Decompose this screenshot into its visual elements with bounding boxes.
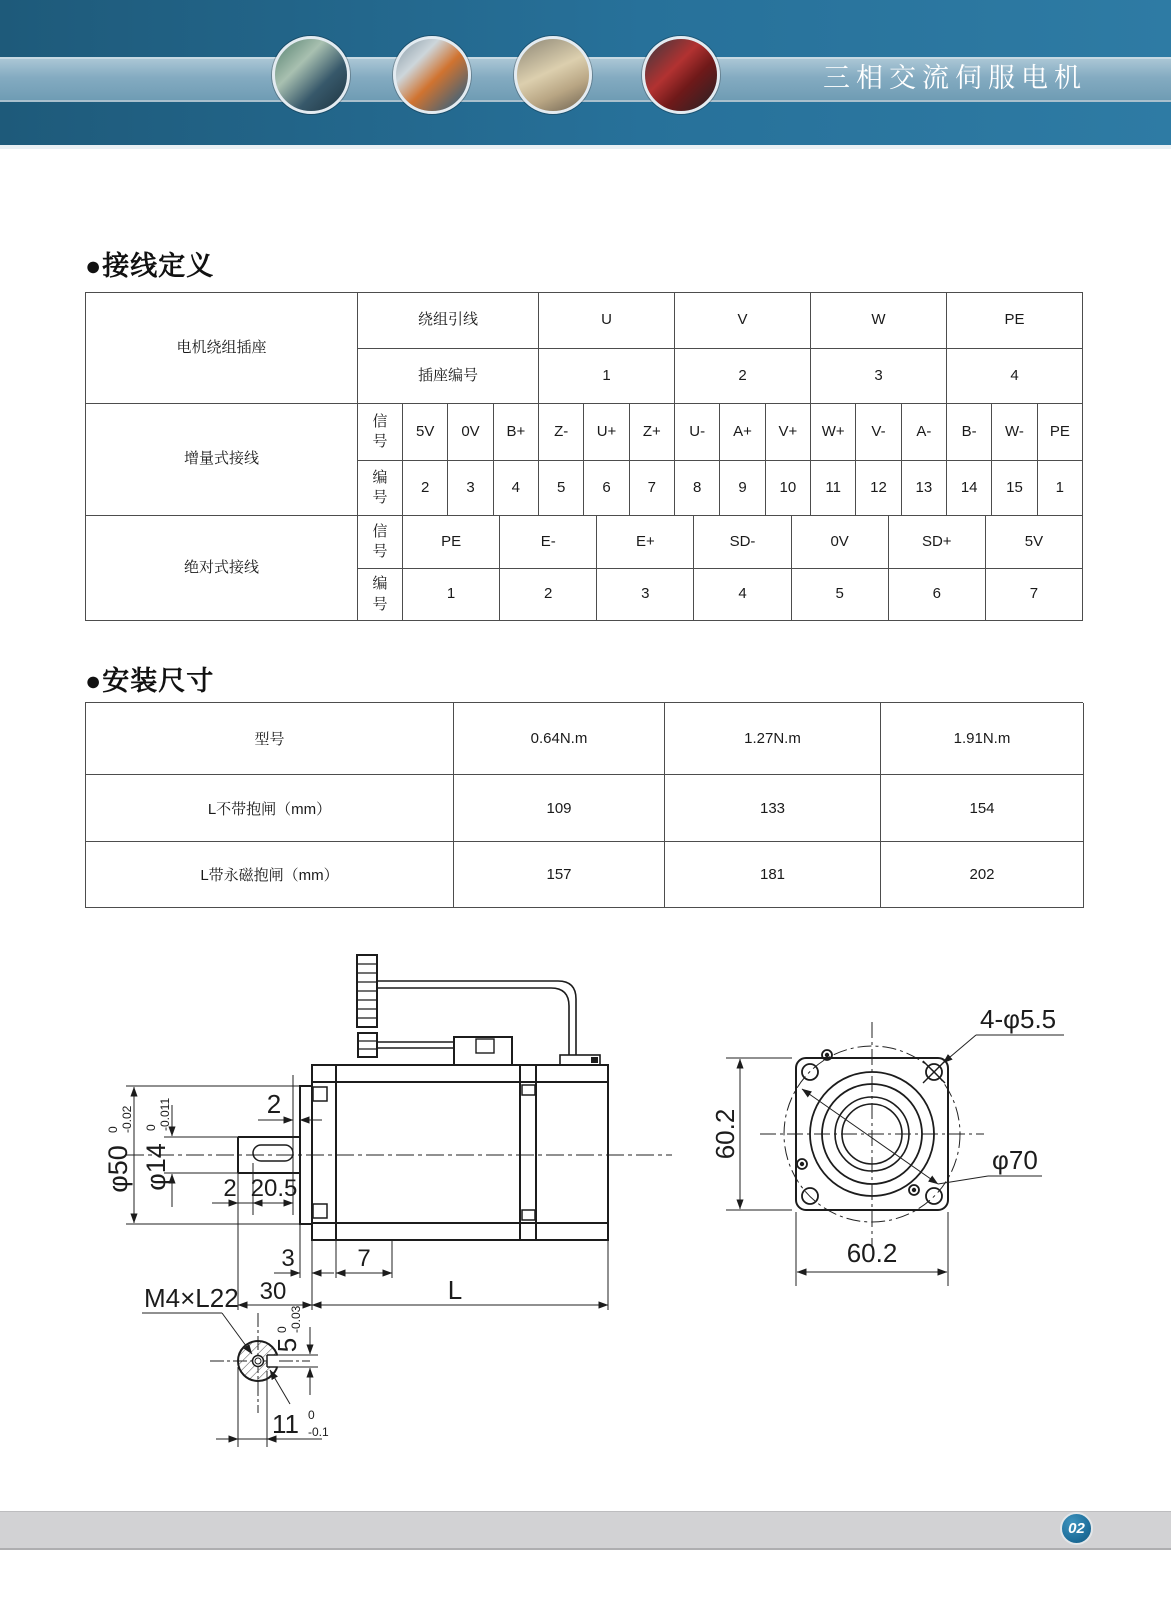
inc-number-cell: 13 — [902, 461, 947, 516]
lead-wire-label: 绕组引线 — [358, 293, 539, 349]
mounting-dimension-table — [85, 702, 1083, 908]
inc-signal-cell: V+ — [766, 404, 811, 461]
thread-spec-label: M4×L22 — [144, 1283, 239, 1313]
incremental-wiring-label: 增量式接线 — [86, 404, 358, 516]
signal-row-label: 信号 — [358, 404, 403, 461]
abs-signal-cell: 5V — [986, 516, 1083, 569]
inc-number-cell: 5 — [539, 461, 584, 516]
value-cell: 109 — [454, 775, 665, 842]
dim-L-label: L — [447, 1275, 463, 1305]
inc-number-cell: 11 — [811, 461, 856, 516]
inc-number-cell: 14 — [947, 461, 992, 516]
svg-text:60.2: 60.2 — [710, 1108, 740, 1160]
value-cell: 133 — [665, 775, 881, 842]
lead-cell: PE — [947, 293, 1083, 349]
shaft-end-view — [142, 1283, 329, 1447]
dim-keyflat-11-label — [272, 1408, 329, 1439]
svg-text:-0.011: -0.011 — [158, 1097, 172, 1131]
inc-number-cell: 6 — [584, 461, 629, 516]
socket-number-label: 插座编号 — [358, 349, 539, 404]
hole-callout-label: 4-φ5.5 — [980, 1004, 1057, 1034]
socket-cell: 3 — [811, 349, 947, 404]
torque-header-cell: 1.91N.m — [881, 703, 1084, 775]
header-banner — [0, 0, 1171, 149]
lead-cell: W — [811, 293, 947, 349]
abs-number-cell: 6 — [889, 569, 986, 621]
svg-text:0: 0 — [275, 1326, 289, 1333]
abs-signal-cell: SD- — [694, 516, 791, 569]
footer-bar — [0, 1511, 1171, 1550]
inc-number-cell: 8 — [675, 461, 720, 516]
svg-text:0: 0 — [144, 1124, 158, 1131]
inc-number-cell: 15 — [992, 461, 1037, 516]
dim-key-length-label: 20.5 — [250, 1175, 298, 1202]
inc-number-cell: 9 — [720, 461, 765, 516]
lead-cell: U — [539, 293, 675, 349]
value-cell: 154 — [881, 775, 1084, 842]
abs-number-cell: 4 — [694, 569, 791, 621]
robotic-arm-photo — [393, 36, 471, 114]
number-row-label: 编号 — [358, 569, 403, 621]
abs-signal-cell: E- — [500, 516, 597, 569]
abs-signal-cell: SD+ — [889, 516, 986, 569]
dim-keyflat-5-label — [272, 1305, 303, 1352]
inc-signal-cell: B- — [947, 404, 992, 461]
dim-phi50-label — [103, 1105, 134, 1192]
inc-signal-cell: A- — [902, 404, 947, 461]
signal-row-label: 信号 — [358, 516, 403, 569]
flange-height-label — [710, 1109, 740, 1160]
dim-phi14-label — [141, 1098, 172, 1191]
inc-signal-cell: W+ — [811, 404, 856, 461]
dim-3-label: 3 — [281, 1245, 295, 1272]
factory-workers-photo — [272, 36, 350, 114]
inc-number-cell: 3 — [448, 461, 493, 516]
dim-30-label: 30 — [259, 1278, 287, 1305]
row-label-cell: L带永磁抱闸（mm） — [86, 842, 454, 908]
inc-number-cell: 4 — [494, 461, 539, 516]
svg-text:-0.02: -0.02 — [120, 1105, 134, 1133]
inc-number-cell: 1 — [1038, 461, 1083, 516]
encoder-connectors — [357, 955, 600, 1065]
number-row-label: 编号 — [358, 461, 403, 516]
inc-signal-cell: 5V — [403, 404, 448, 461]
socket-cell: 4 — [947, 349, 1083, 404]
page-title: 三相交流伺服电机 — [823, 63, 1087, 93]
m4-tapped-hole — [253, 1356, 264, 1367]
motor-side-view-drawing — [60, 915, 680, 1475]
flange-width-label: 60.2 — [846, 1238, 898, 1268]
wiring-socket-group-label: 电机绕组插座 — [86, 293, 358, 404]
bolt-circle-label: φ70 — [992, 1145, 1038, 1175]
lead-cell: V — [675, 293, 811, 349]
row-label-cell: L不带抱闸（mm） — [86, 775, 454, 842]
svg-text:-0.1: -0.1 — [308, 1425, 329, 1439]
socket-cell: 2 — [675, 349, 811, 404]
motor-flange-view-drawing — [690, 950, 1170, 1295]
wiring-definition-table — [85, 292, 1083, 621]
svg-text:0: 0 — [308, 1408, 315, 1422]
abs-signal-cell: PE — [403, 516, 500, 569]
inc-signal-cell: A+ — [720, 404, 765, 461]
svg-text:-0.03: -0.03 — [289, 1305, 303, 1333]
inc-signal-cell: U- — [675, 404, 720, 461]
page-number-badge: 02 — [1060, 1512, 1093, 1545]
socket-cell: 1 — [539, 349, 675, 404]
laser-cutting-photo — [642, 36, 720, 114]
abs-number-cell: 5 — [792, 569, 889, 621]
dim-key-offset-label: 2 — [223, 1175, 237, 1202]
inc-signal-cell: 0V — [448, 404, 493, 461]
inc-signal-cell: Z+ — [630, 404, 675, 461]
value-cell: 202 — [881, 842, 1084, 908]
abs-number-cell: 7 — [986, 569, 1083, 621]
inc-number-cell: 2 — [403, 461, 448, 516]
svg-text:5: 5 — [272, 1337, 302, 1353]
inc-signal-cell: U+ — [584, 404, 629, 461]
inc-number-cell: 7 — [630, 461, 675, 516]
abs-number-cell: 1 — [403, 569, 500, 621]
abs-number-cell: 2 — [500, 569, 597, 621]
inc-number-cell: 12 — [856, 461, 901, 516]
svg-text:0: 0 — [106, 1126, 120, 1133]
inc-signal-cell: Z- — [539, 404, 584, 461]
inc-signal-cell: W- — [992, 404, 1037, 461]
inc-signal-cell: B+ — [494, 404, 539, 461]
dim-boss-gap-label: 2 — [266, 1089, 282, 1119]
svg-text:φ14: φ14 — [141, 1143, 171, 1191]
dim-7-label: 7 — [357, 1245, 371, 1272]
mounting-holes — [802, 1061, 945, 1204]
abs-signal-cell: E+ — [597, 516, 694, 569]
svg-text:φ50: φ50 — [103, 1145, 133, 1193]
absolute-wiring-label: 绝对式接线 — [86, 516, 358, 621]
inc-number-cell: 10 — [766, 461, 811, 516]
model-header-cell: 型号 — [86, 703, 454, 775]
material-processing-photo — [514, 36, 592, 114]
svg-text:11: 11 — [272, 1409, 299, 1439]
torque-header-cell: 0.64N.m — [454, 703, 665, 775]
secondary-holes — [797, 1050, 919, 1195]
inc-signal-cell: PE — [1038, 404, 1083, 461]
abs-signal-cell: 0V — [792, 516, 889, 569]
wiring-section-title: ●接线定义 — [85, 251, 215, 281]
value-cell: 181 — [665, 842, 881, 908]
inc-signal-cell: V- — [856, 404, 901, 461]
abs-number-cell: 3 — [597, 569, 694, 621]
shaft-keyway — [253, 1145, 293, 1161]
mounting-section-title: ●安装尺寸 — [85, 666, 215, 696]
value-cell: 157 — [454, 842, 665, 908]
torque-header-cell: 1.27N.m — [665, 703, 881, 775]
